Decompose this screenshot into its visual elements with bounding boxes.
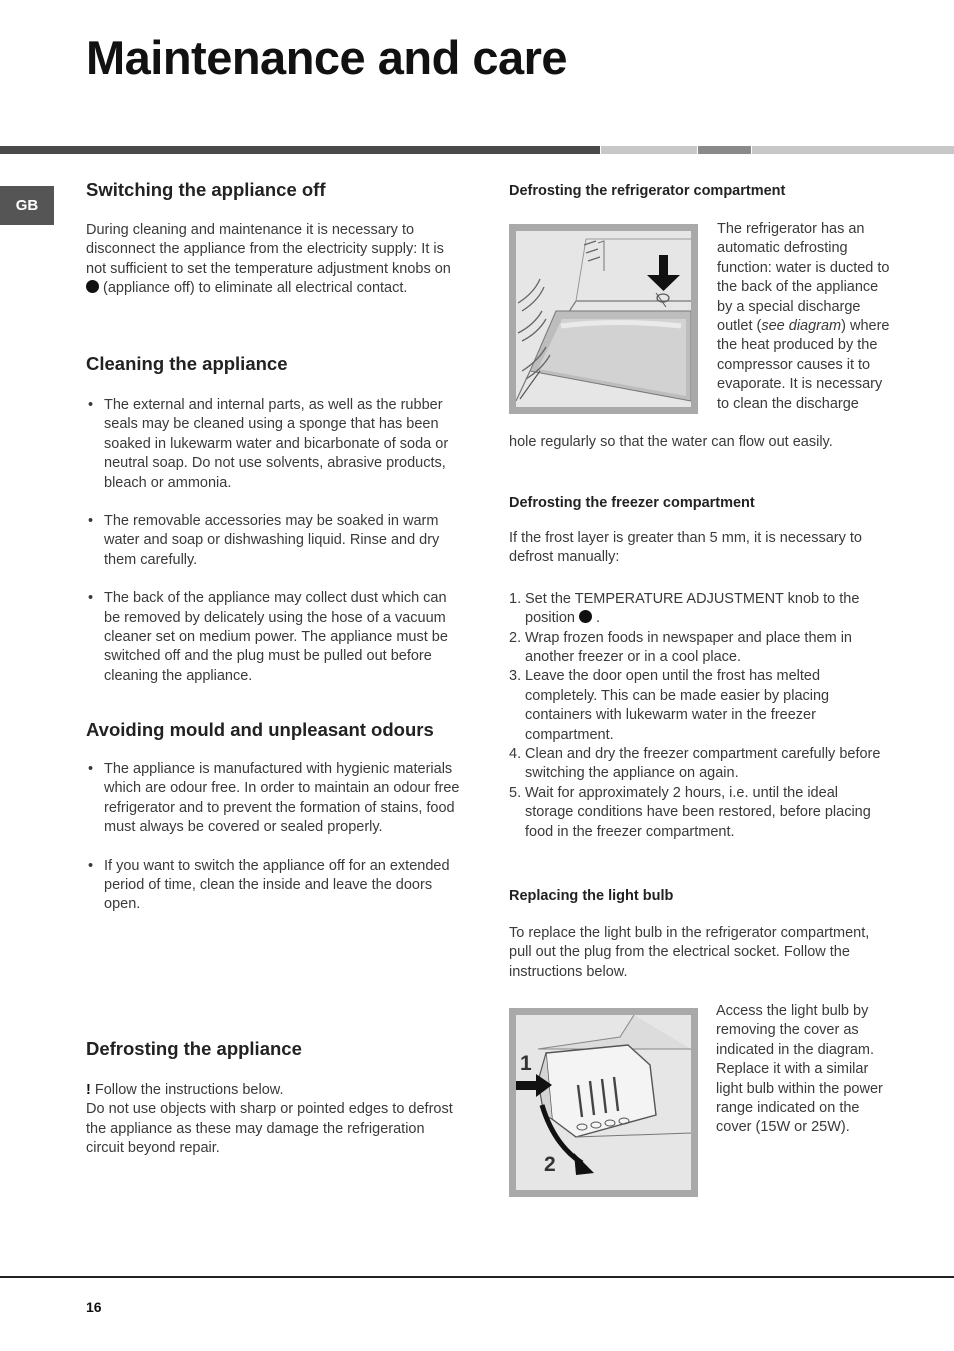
- light-bulb-diagram: [509, 1008, 698, 1197]
- section-switching-off: [86, 179, 466, 299]
- list-item: [509, 784, 889, 842]
- header-bar-dark: [0, 146, 600, 154]
- warning-mark: !: [86, 1082, 91, 1098]
- list-item: • The appliance is manufactured with hygienic materials which are odour free. In order to maintain an odour free refrigerator and to prevent the formation of stains, food must always be covered or sealed properly.: [86, 760, 466, 838]
- section-cleaning: [86, 353, 466, 686]
- step-label-2: 2: [544, 1153, 556, 1176]
- cleaning-heading: Cleaning the appliance: [86, 353, 288, 374]
- section-defrosting: [86, 1038, 466, 1159]
- fridge-defrost-text-2: ) where the heat produced by the compressor causes it to evaporate. It is necessary to clean the discharge: [717, 318, 890, 412]
- fridge-defrost-text-1: The refrigerator has an automatic defrosting function: water is ducted to the back of the appliance by a special discharge outlet (: [717, 221, 890, 335]
- step-number: 1.: [509, 590, 522, 607]
- switching-text-after: (appliance off) to eliminate all electrical contact.: [103, 280, 408, 297]
- list-item: • The removable accessories may be soaked in warm water and soap or dishwashing liquid. Rinse and dry them carefully.: [86, 512, 466, 570]
- list-item: [509, 629, 889, 668]
- step-number: 5.: [509, 784, 522, 801]
- header-bar-light: [601, 146, 697, 154]
- step-text: Wrap frozen foods in newspaper and place them in another freezer or in a cool place.: [525, 629, 852, 666]
- bulb-heading: Replacing the light bulb: [509, 888, 674, 904]
- fridge-drain-illustration: [516, 231, 691, 407]
- mould-list: [86, 760, 466, 915]
- freezer-defrost-heading: Defrosting the freezer compartment: [509, 495, 755, 511]
- section-freezer-defrost: [509, 495, 889, 842]
- light-bulb-illustration: [516, 1015, 691, 1190]
- fridge-defrost-text-end: hole regularly so that the water can flow out easily.: [509, 434, 833, 450]
- page-number: 16: [86, 1299, 102, 1315]
- footer-divider: [0, 1276, 954, 1278]
- list-item: • The external and internal parts, as well as the rubber seals may be cleaned using a sponge that has been soaked in lukewarm water and bicarbonate of soda or neutral soap. Do not use solvents, abrasive products, bleach or ammonia.: [86, 396, 466, 493]
- step-text-after: .: [596, 610, 601, 627]
- cleaning-list: [86, 396, 466, 686]
- freezer-defrost-intro: If the frost layer is greater than 5 mm, it is necessary to defrost manually:: [509, 530, 862, 566]
- step-number: 3.: [509, 668, 522, 685]
- section-light-bulb: [509, 888, 889, 982]
- bulb-text: Access the light bulb by removing the cover as indicated in the diagram. Replace it with a similar light bulb within the power range indicated on the cover (15W or 25W).: [716, 1003, 883, 1136]
- section-mould: [86, 719, 466, 915]
- step-text: Wait for approximately 2 hours, i.e. until the ideal storage conditions have been restored, before placing food in the freezer compartment.: [525, 784, 871, 840]
- mould-heading: Avoiding mould and unpleasant odours: [86, 719, 434, 740]
- defrosting-warning-text: Follow the instructions below.: [94, 1082, 284, 1098]
- language-tab: GB: [0, 186, 54, 225]
- list-item: • The back of the appliance may collect dust which can be removed by delicately using the hose of a vacuum cleaner set on medium power. The appliance must be switched off and the plug must be pulled out before cleaning the appliance.: [86, 589, 466, 686]
- defrosting-warning: [86, 1081, 466, 1100]
- switching-heading: Switching the appliance off: [86, 179, 326, 200]
- off-position-dot-icon: [579, 610, 592, 623]
- switching-text: [86, 221, 466, 299]
- page-title: Maintenance and care: [86, 31, 568, 84]
- fridge-defrost-text-italic: see diagram: [761, 318, 842, 335]
- step-label-1: 1: [520, 1052, 532, 1075]
- list-item: [509, 667, 889, 745]
- defrosting-text: Do not use objects with sharp or pointed edges to defrost the appliance as these may damage the refrigeration circuit beyond repair.: [86, 1101, 453, 1157]
- switching-text-before: During cleaning and maintenance it is necessary to disconnect the appliance from the electricity supply: It is not sufficient to set the temperature adjustment knobs on: [86, 222, 451, 277]
- step-text: Leave the door open until the frost has melted completely. This can be made easier by placing containers with lukewarm water in the freezer compartment.: [525, 668, 830, 743]
- header-bar-light-2: [752, 146, 954, 154]
- bulb-intro: To replace the light bulb in the refrigerator compartment, pull out the plug from the electrical socket. Follow the instructions below.: [509, 925, 870, 980]
- off-position-dot-icon: [86, 280, 99, 293]
- step-number: 4.: [509, 746, 522, 763]
- step-text-before: Set the TEMPERATURE ADJUSTMENT knob to the position: [525, 590, 860, 627]
- step-number: 2.: [509, 629, 522, 646]
- list-item: [509, 745, 889, 784]
- fridge-defrost-text: [717, 220, 892, 414]
- list-item: • If you want to switch the appliance off for an extended period of time, clean the inside and leave the doors open.: [86, 857, 466, 915]
- freezer-defrost-steps: [509, 590, 889, 842]
- step-text: Clean and dry the freezer compartment carefully before switching the appliance on again.: [525, 746, 881, 782]
- defrosting-heading: Defrosting the appliance: [86, 1038, 302, 1059]
- header-bar-mid: [698, 146, 751, 154]
- fridge-defrost-heading: Defrosting the refrigerator compartment: [509, 183, 786, 199]
- fridge-drain-diagram: [509, 224, 698, 414]
- list-item: [509, 590, 889, 629]
